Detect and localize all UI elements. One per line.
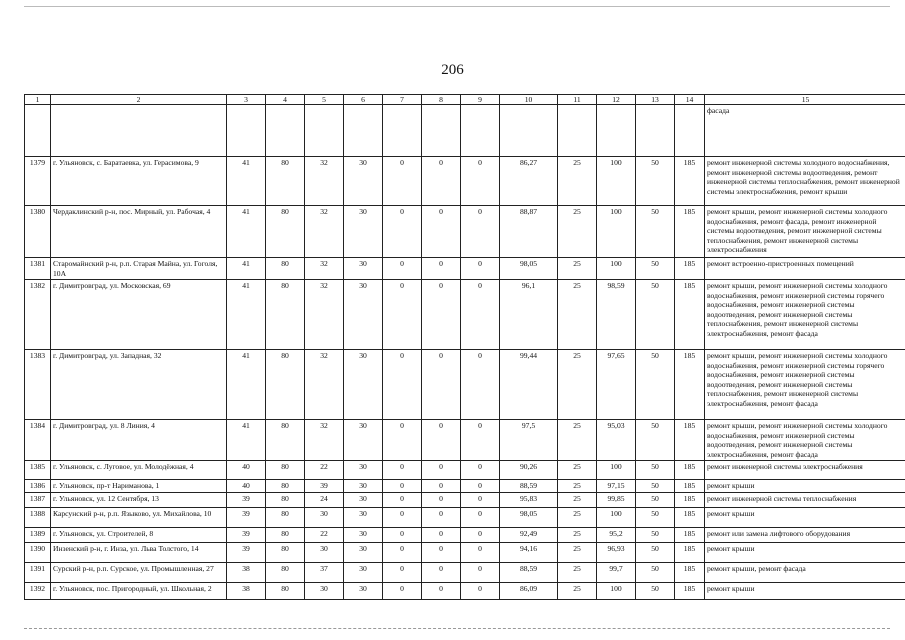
bottom-rule [24,628,890,629]
cell-c9: 0 [461,528,500,543]
cell-work: ремонт крыши, ремонт инженерной системы холодного водоснабжения, ремонт инженерной системы горячего водоснабжения, ремонт инженерной системы водоотведения, ремонт инженерной системы теплоснабжения, ремонт инженерной системы электроснабжения, ремонт фасада [705,350,905,420]
cell-c7: 0 [383,420,422,461]
header-col-10: 10 [500,95,558,105]
cell-c6: 30 [344,258,383,280]
header-col-5: 5 [305,95,344,105]
header-col-13: 13 [636,95,675,105]
table-row [25,480,905,493]
cell-id: 1384 [25,420,51,461]
cell-work: ремонт или замена лифтового оборудования [705,528,905,543]
cell-empty [500,105,558,157]
cell-c9: 0 [461,461,500,480]
cell-c11: 25 [558,206,597,258]
cell-c8: 0 [422,583,461,600]
cell-c9: 0 [461,420,500,461]
table-row [25,493,905,508]
header-col-1: 1 [25,95,51,105]
table-row [25,583,905,600]
cell-c5: 22 [305,528,344,543]
cell-id: 1388 [25,508,51,528]
cell-c9: 0 [461,508,500,528]
cell-c13: 50 [636,350,675,420]
cell-work: ремонт крыши, ремонт инженерной системы холодного водоснабжения, ремонт инженерной системы водоотведения, ремонт инженерной системы электроснабжения, ремонт фасада [705,420,905,461]
cell-c7: 0 [383,350,422,420]
cell-c3: 41 [227,206,266,258]
cell-c8: 0 [422,528,461,543]
cell-c6: 30 [344,508,383,528]
cell-id: 1379 [25,157,51,206]
cell-c14: 185 [675,461,705,480]
cell-c6: 30 [344,350,383,420]
cell-addr: г. Димитровград, ул. 8 Линия, 4 [51,420,227,461]
header-col-3: 3 [227,95,266,105]
cell-addr: Карсунский р-н, р.п. Языково, ул. Михайлова, 10 [51,508,227,528]
cell-work: ремонт крыши [705,480,905,493]
cell-c10: 90,26 [500,461,558,480]
cell-empty [675,105,705,157]
cell-c8: 0 [422,480,461,493]
cell-c8: 0 [422,206,461,258]
cell-c4: 80 [266,461,305,480]
cell-c8: 0 [422,350,461,420]
cell-c9: 0 [461,157,500,206]
cell-c13: 50 [636,157,675,206]
cell-c13: 50 [636,280,675,350]
cell-c3: 39 [227,508,266,528]
cell-c8: 0 [422,157,461,206]
cell-c3: 41 [227,420,266,461]
cell-id: 1386 [25,480,51,493]
cell-c7: 0 [383,563,422,583]
cell-c10: 88,59 [500,563,558,583]
cell-c11: 25 [558,350,597,420]
cell-c8: 0 [422,563,461,583]
cell-work: ремонт инженерной системы теплоснабжения [705,493,905,508]
cell-c6: 30 [344,563,383,583]
cell-c14: 185 [675,563,705,583]
cell-c7: 0 [383,157,422,206]
cell-c10: 95,83 [500,493,558,508]
cell-c5: 30 [305,508,344,528]
cell-c10: 88,87 [500,206,558,258]
cell-c4: 80 [266,493,305,508]
cell-c12: 97,15 [597,480,636,493]
cell-c11: 25 [558,420,597,461]
cell-addr: г. Димитровград, ул. Западная, 32 [51,350,227,420]
cell-c10: 86,27 [500,157,558,206]
cell-empty [383,105,422,157]
cell-c13: 50 [636,420,675,461]
cell-c4: 80 [266,280,305,350]
cell-id: 1381 [25,258,51,280]
cell-addr: г. Ульяновск, пр-т Нариманова, 1 [51,480,227,493]
cell-id: 1385 [25,461,51,480]
cell-c13: 50 [636,583,675,600]
cell-c3: 38 [227,563,266,583]
cell-c5: 32 [305,157,344,206]
cell-c3: 38 [227,583,266,600]
cell-empty [227,105,266,157]
cell-c10: 94,16 [500,543,558,563]
cell-c4: 80 [266,480,305,493]
cell-c5: 32 [305,258,344,280]
cell-id: 1389 [25,528,51,543]
cell-work: ремонт инженерной системы электроснабжения [705,461,905,480]
cell-c13: 50 [636,258,675,280]
header-row [25,95,905,105]
cell-c5: 30 [305,543,344,563]
cell-c3: 39 [227,528,266,543]
cell-c14: 185 [675,206,705,258]
cell-c13: 50 [636,563,675,583]
cell-c6: 30 [344,206,383,258]
cell-addr: Инзенский р-н, г. Инза, ул. Льва Толстого, 14 [51,543,227,563]
cell-empty [344,105,383,157]
cell-c12: 100 [597,157,636,206]
cell-c9: 0 [461,206,500,258]
cell-c8: 0 [422,493,461,508]
table-row [25,528,905,543]
table-row [25,258,905,280]
cell-work: ремонт встроенно-пристроенных помещений [705,258,905,280]
cell-c4: 80 [266,157,305,206]
cell-c3: 41 [227,157,266,206]
cell-empty [305,105,344,157]
cell-c12: 99,85 [597,493,636,508]
cell-work-continuation: фасада [705,105,905,157]
cell-c5: 32 [305,206,344,258]
cell-c9: 0 [461,258,500,280]
cell-empty [422,105,461,157]
table-row [25,420,905,461]
cell-id: 1391 [25,563,51,583]
cell-empty [266,105,305,157]
cell-c12: 95,2 [597,528,636,543]
cell-c9: 0 [461,280,500,350]
cell-c3: 41 [227,258,266,280]
cell-c11: 25 [558,583,597,600]
cell-c6: 30 [344,543,383,563]
cell-empty [636,105,675,157]
header-col-8: 8 [422,95,461,105]
cell-c6: 30 [344,583,383,600]
cell-addr: Чердаклинский р-н, пос. Мирный, ул. Рабочая, 4 [51,206,227,258]
cell-c8: 0 [422,508,461,528]
header-col-7: 7 [383,95,422,105]
cell-c9: 0 [461,563,500,583]
cell-c14: 185 [675,258,705,280]
cell-c6: 30 [344,528,383,543]
cell-c5: 32 [305,280,344,350]
cell-c11: 25 [558,280,597,350]
cell-c13: 50 [636,206,675,258]
cell-work: ремонт инженерной системы холодного водоснабжения, ремонт инженерной системы водоотведения, ремонт инженерной системы теплоснабжения, ремонт инженерной системы электроснабжения, ремонт крыши [705,157,905,206]
cell-c6: 30 [344,461,383,480]
cell-c14: 185 [675,280,705,350]
header-col-4: 4 [266,95,305,105]
cell-c5: 37 [305,563,344,583]
cell-c14: 185 [675,493,705,508]
cell-c7: 0 [383,528,422,543]
repair-table [24,94,905,600]
cell-c10: 92,49 [500,528,558,543]
cell-addr: г. Ульяновск, с. Луговое, ул. Молодёжная, 4 [51,461,227,480]
cell-id: 1387 [25,493,51,508]
cell-c5: 24 [305,493,344,508]
cell-addr: Сурский р-н, р.п. Сурское, ул. Промышленная, 27 [51,563,227,583]
cell-c8: 0 [422,258,461,280]
page-number: 206 [441,62,464,78]
cell-c10: 99,44 [500,350,558,420]
cell-c4: 80 [266,583,305,600]
cell-c7: 0 [383,461,422,480]
cell-c11: 25 [558,528,597,543]
cell-c14: 185 [675,583,705,600]
table-row [25,350,905,420]
cell-c11: 25 [558,258,597,280]
cell-c5: 32 [305,350,344,420]
cell-c10: 86,09 [500,583,558,600]
cell-c8: 0 [422,280,461,350]
cell-c3: 41 [227,280,266,350]
cell-c10: 98,05 [500,258,558,280]
cell-c12: 97,65 [597,350,636,420]
table-row [25,563,905,583]
cell-c4: 80 [266,258,305,280]
cell-work: ремонт крыши, ремонт фасада [705,563,905,583]
header-col-14: 14 [675,95,705,105]
cell-c14: 185 [675,480,705,493]
cell-c6: 30 [344,280,383,350]
cell-c9: 0 [461,350,500,420]
cell-c14: 185 [675,420,705,461]
cell-c11: 25 [558,480,597,493]
cell-work: ремонт крыши, ремонт инженерной системы холодного водоснабжения, ремонт инженерной системы горячего водоснабжения, ремонт инженерной системы водоотведения, ремонт инженерной системы теплоснабжения, ремонт инженерной системы электроснабжения, ремонт фасада [705,280,905,350]
cell-c6: 30 [344,480,383,493]
cell-c10: 97,5 [500,420,558,461]
cell-c13: 50 [636,543,675,563]
cell-empty [51,105,227,157]
cell-id: 1390 [25,543,51,563]
cell-c4: 80 [266,563,305,583]
cell-c14: 185 [675,508,705,528]
cell-c14: 185 [675,350,705,420]
cell-empty [461,105,500,157]
cell-work: ремонт крыши [705,583,905,600]
cell-c9: 0 [461,583,500,600]
cell-c4: 80 [266,206,305,258]
cell-c12: 100 [597,461,636,480]
cell-c10: 96,1 [500,280,558,350]
continuation-row [25,105,905,157]
cell-addr: г. Ульяновск, с. Баратаевка, ул. Герасимова, 9 [51,157,227,206]
header-col-2: 2 [51,95,227,105]
cell-c3: 39 [227,493,266,508]
cell-c12: 100 [597,583,636,600]
top-rule [24,6,890,7]
cell-c4: 80 [266,508,305,528]
cell-c5: 22 [305,461,344,480]
cell-c7: 0 [383,583,422,600]
cell-addr: г. Ульяновск, ул. 12 Сентября, 13 [51,493,227,508]
cell-c13: 50 [636,461,675,480]
cell-c12: 99,7 [597,563,636,583]
cell-c7: 0 [383,206,422,258]
header-col-6: 6 [344,95,383,105]
cell-c11: 25 [558,461,597,480]
cell-id: 1392 [25,583,51,600]
cell-work: ремонт крыши [705,543,905,563]
table-row [25,543,905,563]
cell-c11: 25 [558,508,597,528]
cell-c10: 88,59 [500,480,558,493]
cell-c6: 30 [344,157,383,206]
header-col-11: 11 [558,95,597,105]
cell-c11: 25 [558,493,597,508]
cell-c5: 30 [305,583,344,600]
table-row [25,508,905,528]
cell-c3: 40 [227,461,266,480]
cell-c9: 0 [461,543,500,563]
cell-c5: 32 [305,420,344,461]
cell-c14: 185 [675,528,705,543]
header-col-9: 9 [461,95,500,105]
cell-c7: 0 [383,480,422,493]
cell-c3: 39 [227,543,266,563]
cell-c12: 100 [597,206,636,258]
cell-c14: 185 [675,157,705,206]
cell-c6: 30 [344,420,383,461]
cell-c8: 0 [422,420,461,461]
header-col-15: 15 [705,95,905,105]
cell-c5: 39 [305,480,344,493]
cell-empty [597,105,636,157]
cell-id: 1382 [25,280,51,350]
cell-id: 1383 [25,350,51,420]
cell-c12: 100 [597,508,636,528]
cell-work: ремонт крыши, ремонт инженерной системы холодного водоснабжения, ремонт фасада, ремонт инженерной системы водоотведения, ремонт инженерной системы теплоснабжения, ремонт инженерной системы электроснабжения [705,206,905,258]
cell-c13: 50 [636,508,675,528]
cell-c12: 95,03 [597,420,636,461]
cell-c7: 0 [383,508,422,528]
cell-c7: 0 [383,280,422,350]
cell-c7: 0 [383,493,422,508]
cell-c14: 185 [675,543,705,563]
cell-empty [558,105,597,157]
table-row [25,280,905,350]
cell-c11: 25 [558,563,597,583]
cell-c12: 98,59 [597,280,636,350]
cell-c7: 0 [383,258,422,280]
table-row [25,206,905,258]
cell-c11: 25 [558,543,597,563]
cell-c13: 50 [636,480,675,493]
cell-addr: г. Ульяновск, ул. Строителей, 8 [51,528,227,543]
cell-addr: г. Димитровград, ул. Московская, 69 [51,280,227,350]
cell-empty [25,105,51,157]
cell-c9: 0 [461,480,500,493]
cell-c13: 50 [636,493,675,508]
table-row [25,461,905,480]
cell-c12: 96,93 [597,543,636,563]
cell-c13: 50 [636,528,675,543]
cell-c4: 80 [266,543,305,563]
cell-c8: 0 [422,543,461,563]
cell-c9: 0 [461,493,500,508]
cell-c10: 98,05 [500,508,558,528]
header-col-12: 12 [597,95,636,105]
table-row [25,157,905,206]
cell-addr: г. Ульяновск, пос. Пригородный, ул. Школьная, 2 [51,583,227,600]
cell-c6: 30 [344,493,383,508]
cell-work: ремонт крыши [705,508,905,528]
cell-c7: 0 [383,543,422,563]
cell-c4: 80 [266,420,305,461]
cell-c8: 0 [422,461,461,480]
cell-addr: Старомайнский р-н, р.п. Старая Майна, ул. Гоголя, 10А [51,258,227,280]
cell-c3: 40 [227,480,266,493]
cell-id: 1380 [25,206,51,258]
cell-c3: 41 [227,350,266,420]
cell-c11: 25 [558,157,597,206]
cell-c4: 80 [266,528,305,543]
cell-c12: 100 [597,258,636,280]
cell-c4: 80 [266,350,305,420]
